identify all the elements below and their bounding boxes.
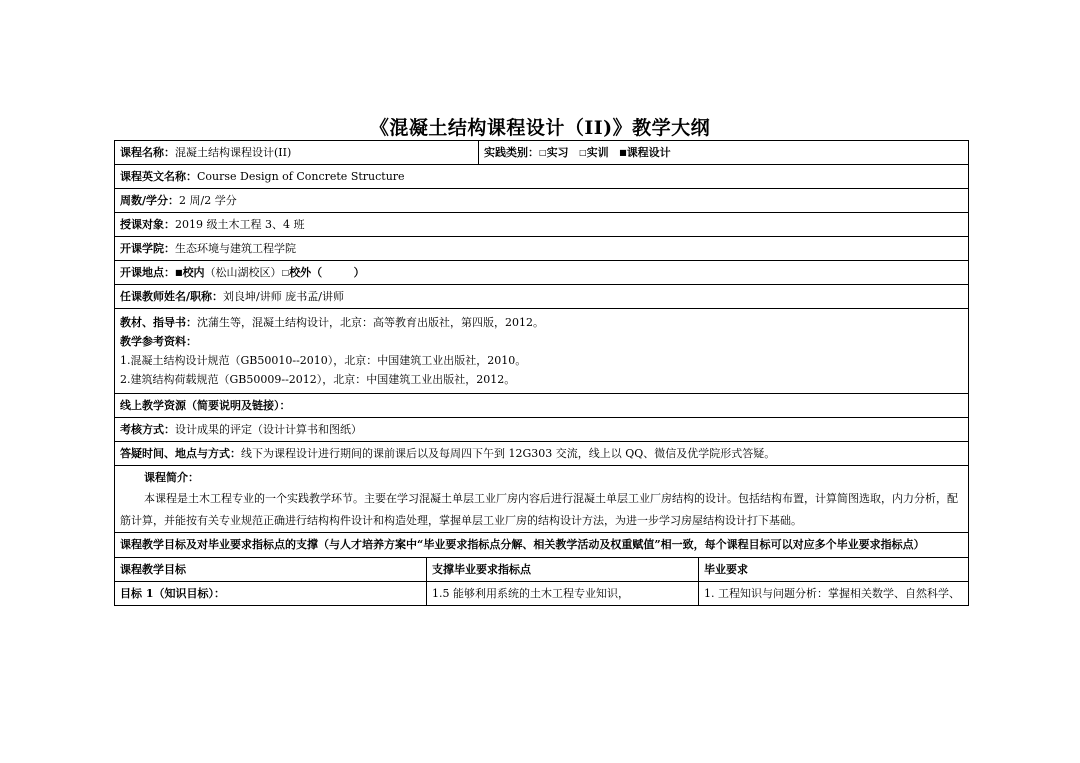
off-campus-close: ） (353, 265, 365, 279)
assessment-label: 考核方式： (120, 423, 175, 436)
checkbox-off-campus[interactable]: □ (281, 267, 290, 277)
cell-audience (115, 213, 969, 237)
audience-label: 授课对象： (120, 218, 175, 231)
option-on-campus: 校内 (182, 265, 205, 279)
cell-practice-type (479, 141, 969, 165)
checkbox-training[interactable]: □ (579, 147, 587, 157)
checkbox-on-campus[interactable]: ■ (175, 267, 183, 277)
row-college (115, 237, 969, 261)
syllabus-table (114, 140, 969, 606)
cell-intro (115, 466, 969, 533)
cell-weeks-credits (115, 189, 969, 213)
reference-label: 教学参考资料： (120, 335, 197, 348)
cell-course-name (115, 141, 479, 165)
row-objective-1 (115, 582, 969, 606)
textbook-value: 沈蒲生等，混凝土结构设计，北京：高等教育出版社，第四版，2012。 (197, 316, 544, 329)
row-audience (115, 213, 969, 237)
row-weeks-credits (115, 189, 969, 213)
cell-location (115, 261, 969, 285)
intro-label: 课程简介： (144, 471, 199, 484)
column-header-indicator: 支撑毕业要求指标点 (427, 558, 699, 582)
row-online (115, 394, 969, 418)
option-internship: 实习 (546, 145, 569, 159)
objective-1-requirement: 1. 工程知识与问题分析：掌握相关数学、自然科学、 (699, 582, 969, 606)
option-course-design: 课程设计 (626, 145, 671, 159)
online-resources-label: 线上教学资源（简要说明及链接）： (120, 399, 291, 412)
row-qa (115, 442, 969, 466)
cell-assessment (115, 418, 969, 442)
weeks-credits-label: 周数/学分： (120, 194, 180, 207)
course-name-value: 混凝土结构课程设计(II) (175, 146, 292, 159)
checkbox-course-design[interactable]: ■ (619, 147, 627, 157)
english-name-value: Course Design of Concrete Structure (197, 170, 405, 183)
row-english-name (115, 165, 969, 189)
cell-english-name (115, 165, 969, 189)
objective-1-indicator: 1.5 能够利用系统的土木工程专业知识， (427, 582, 699, 606)
row-teachers (115, 285, 969, 309)
page-title: 《混凝土结构课程设计（II)》教学大纲 (369, 117, 711, 139)
checkbox-internship[interactable]: □ (539, 147, 547, 157)
column-header-requirement: 毕业要求 (699, 558, 969, 582)
english-name-label: 课程英文名称： (120, 170, 197, 183)
cell-college (115, 237, 969, 261)
intro-text: 本课程是土木工程专业的一个实践教学环节。主要在学习混凝土单层工业厂房内容后进行混凝土单层工业厂房结构的设计。包括结构布置，计算简图选取，内力分析，配筋计算，并能按有关专业规范正确进行结构构件设计和构造处理，掌握单层工业厂房的结构设计方法，为进一步学习房屋结构设计打下基础。 (120, 492, 958, 527)
cell-textbook (115, 309, 969, 394)
row-objectives-header (115, 533, 969, 558)
option-training: 实训 (586, 145, 609, 159)
qa-value: 线下为课程设计进行期间的课前课后以及每周四下午到 12G303 交流，线上以 QQ、微信及优学院形式答疑。 (241, 447, 776, 460)
row-assessment (115, 418, 969, 442)
textbook-label: 教材、指导书： (120, 316, 197, 329)
audience-value: 2019 级土木工程 3、4 班 (175, 218, 305, 231)
cell-teachers (115, 285, 969, 309)
qa-label: 答疑时间、地点与方式： (120, 447, 241, 460)
college-value: 生态环境与建筑工程学院 (175, 242, 296, 255)
objective-1-goal: 目标 1（知识目标）： (115, 582, 427, 606)
reference-item: 1.混凝土结构设计规范（GB50010--2010），北京：中国建筑工业出版社，2010。 (120, 354, 527, 367)
assessment-value: 设计成果的评定（设计计算书和图纸） (175, 423, 362, 436)
weeks-credits-value: 2 周/2 学分 (179, 194, 237, 207)
row-intro (115, 466, 969, 533)
teachers-value: 刘良坤/讲师 庞书孟/讲师 (223, 290, 344, 303)
cell-online (115, 394, 969, 418)
option-off-campus: 校外（ (289, 265, 323, 279)
row-columns (115, 558, 969, 582)
practice-type-label: 实践类别： (484, 145, 539, 159)
objectives-header: 课程教学目标及对毕业要求指标点的支撑（与人才培养方案中“毕业要求指标点分解、相关教学活动及权重赋值”相一致，每个课程目标可以对应多个毕业要求指标点） (115, 533, 969, 558)
row-textbook (115, 309, 969, 394)
college-label: 开课学院： (120, 242, 175, 255)
row-course-name (115, 141, 969, 165)
row-location (115, 261, 969, 285)
reference-item: 2.建筑结构荷载规范（GB50009--2012），北京：中国建筑工业出版社，2012。 (120, 373, 516, 386)
column-header-goal: 课程教学目标 (115, 558, 427, 582)
teachers-label: 任课教师姓名/职称： (120, 290, 224, 303)
on-campus-note: （松山湖校区） (204, 265, 282, 279)
course-name-label: 课程名称： (120, 146, 175, 159)
location-label: 开课地点： (120, 265, 175, 279)
cell-qa (115, 442, 969, 466)
